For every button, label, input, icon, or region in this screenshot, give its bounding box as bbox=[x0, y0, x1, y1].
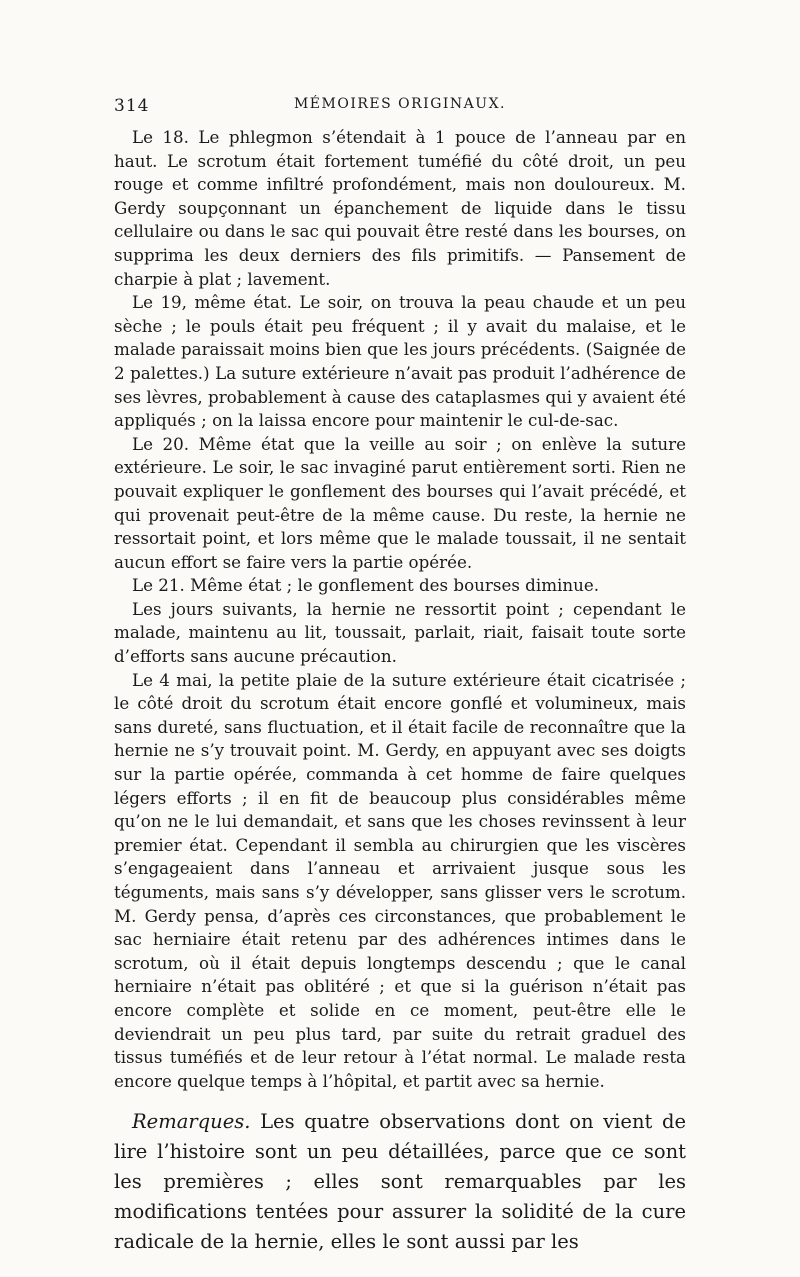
book-page bbox=[114, 96, 686, 1277]
remarks-text: Les quatre observations dont on vient de lire l’histoire sont un peu détaillées, parce que ce sont les premières ; elles sont remarquables par les modifications tentées pour assurer la solidité de la cure radicale de la hernie, elles le sont aussi par les bbox=[114, 1110, 686, 1254]
body-text bbox=[114, 126, 686, 1093]
paragraph-jours-suivants: Les jours suivants, la hernie ne ressortit point ; cependant le malade, maintenu au lit, toussait, parlait, riait, faisait toute sorte d’efforts sans aucune précaution. bbox=[114, 598, 686, 667]
paragraph-le-21: Le 21. Même état ; le gonflement des bourses diminue. bbox=[132, 575, 600, 596]
paragraph-le-19: Le 19, même état. Le soir, on trouva la peau chaude et un peu sèche ; le pouls était peu fréquent ; il y avait du malaise, et le malade paraissait moins bien que les jours précédents. (Saignée de 2 palettes.) La suture extérieure n’avait pas produit l’adhérence de ses lèvres, probablement à cause des cataplasmes qui y avaient été appliqués ; on la laissa encore pour maintenir le cul-de-sac. bbox=[114, 292, 686, 431]
paragraph-le-18: Le 18. Le phlegmon s’étendait à 1 pouce de l’anneau par en haut. Le scrotum était fortement tuméfié du côté droit, un peu rouge et comme infiltré profondément, mais non douloureux. M. Gerdy soupçonnant un épanchement de liquide dans le tissu cellulaire ou dans le sac qui pouvait être resté dans les bourses, on supprima les deux derniers des fils primitifs. — Pansement de charpie à plat ; lavement. bbox=[114, 127, 686, 289]
paragraph-le-20: Le 20. Même état que la veille au soir ; on enlève la suture extérieure. Le soir, le sac invaginé parut entièrement sorti. Rien ne pouvait expliquer le gonflement des bourses qui l’avait précédé, et qui provenait peut-être de la même cause. Du reste, la hernie ne ressortait point, et lors même que le malade toussait, il ne sentait aucun effort se faire vers la partie opérée. bbox=[114, 433, 686, 572]
page-header bbox=[114, 96, 686, 126]
paragraph-4-mai: Le 4 mai, la petite plaie de la suture extérieure était cicatrisée ; le côté droit du scrotum était encore gonflé et volumineux, mais sans dureté, sans fluctuation, et il était facile de reconnaître que la hernie ne s’y trouvait point. M. Gerdy, en appuyant avec ses doigts sur la partie opérée, commanda à cet homme de faire quelques légers efforts ; il en fit de beaucoup plus considérables même qu’on ne le lui demandait, et sans que les choses revinssent à leur premier état. Cependant il sembla au chirurgien que les viscères s’engageaient dans l’anneau et arrivaient jusque sous les téguments, mais sans s’y développer, sans glisser vers le scrotum. M. Gerdy pensa, d’après ces circonstances, que probablement le sac herniaire était retenu par des adhérences intimes dans le scrotum, où il était depuis longtemps descendu ; que le canal herniaire n’était pas oblitéré ; et que si la guérison n’était pas encore complète et solide en ce moment, peut-être elle le deviendrait un peu plus tard, par suite du retrait graduel des tissus tuméfiés et de leur retour à l’état normal. Le malade resta encore quelque temps à l’hôpital, et partit avec sa hernie. bbox=[114, 669, 686, 1091]
running-head: MÉMOIRES ORIGINAUX. bbox=[293, 96, 507, 112]
page-number: 314 bbox=[114, 96, 150, 116]
remarks-lead: Remarques. bbox=[132, 1110, 251, 1134]
remarks-paragraph bbox=[114, 1107, 686, 1257]
